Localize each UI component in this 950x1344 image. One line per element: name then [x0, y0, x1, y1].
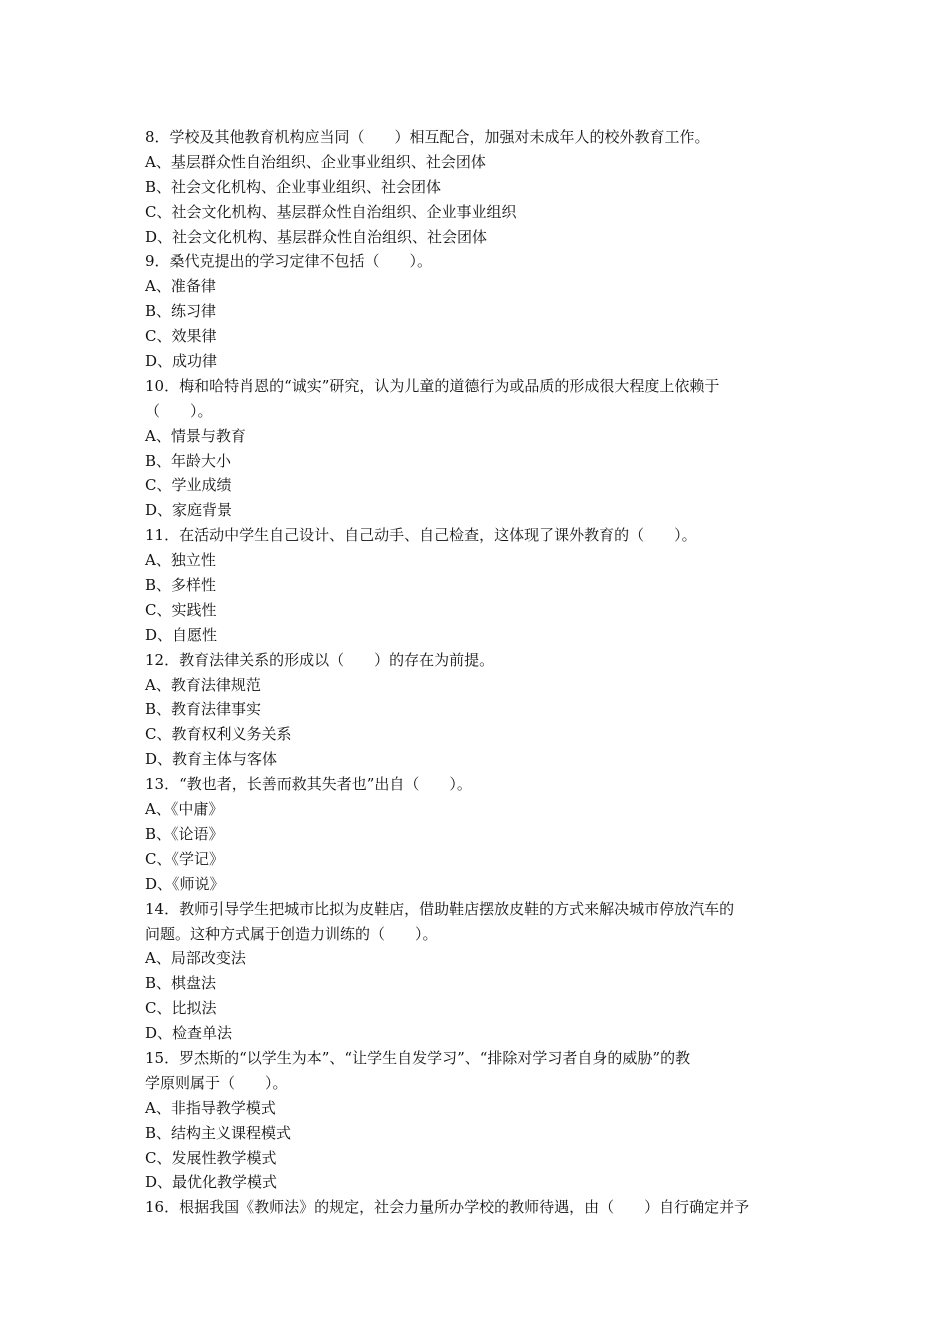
answer-option: B、教育法律事实: [145, 700, 262, 719]
question-stem-line: 14．教师引导学生把城市比拟为皮鞋店，借助鞋店摆放皮鞋的方式来解决城市停放汽车的: [145, 899, 735, 918]
answer-option: C、社会文化机构、基层群众性自治组织、企业事业组织: [145, 202, 517, 221]
answer-option: A、非指导教学模式: [145, 1098, 276, 1117]
question-stem-line: 15．罗杰斯的“以学生为本”、“让学生自发学习”、“排除对学习者自身的威胁”的教: [145, 1048, 691, 1067]
question-block: [145, 523, 810, 647]
exam-page: [145, 125, 810, 1220]
question-stem-line: 16．根据我国《教师法》的规定，社会力量所办学校的教师待遇，由（ ）自行确定并予: [145, 1198, 750, 1217]
question-block: [145, 648, 810, 772]
question-block: [145, 1046, 810, 1195]
answer-option: A、独立性: [145, 551, 216, 570]
answer-option: D、检查单法: [145, 1024, 233, 1043]
answer-option: C、学业成绩: [145, 476, 232, 495]
answer-option: A、基层群众性自治组织、企业事业组织、社会团体: [145, 152, 486, 171]
answer-option: B、棋盘法: [145, 974, 217, 993]
answer-option: C、实践性: [145, 600, 217, 619]
question-stem-line: 11．在活动中学生自己设计、自己动手、自己检查，这体现了课外教育的（ ）。: [145, 526, 697, 545]
answer-option: B、练习律: [145, 302, 217, 321]
answer-option: D、最优化教学模式: [145, 1173, 278, 1192]
question-stem-line: 10．梅和哈特肖恩的“诚实”研究，认为儿童的道德行为或品质的形成很大程度上依赖于: [145, 376, 720, 395]
question-block: [145, 1195, 810, 1220]
answer-option: C、比拟法: [145, 999, 217, 1018]
answer-option: B、社会文化机构、企业事业组织、社会团体: [145, 177, 442, 196]
answer-option: D、自愿性: [145, 625, 218, 644]
question-stem-line: 13．“教也者，长善而救其失者也”出自（ ）。: [145, 775, 472, 794]
answer-option: D、教育主体与客体: [145, 750, 278, 769]
answer-option: B、结构主义课程模式: [145, 1123, 292, 1142]
answer-option: D、成功律: [145, 352, 218, 371]
answer-option: A、局部改变法: [145, 949, 246, 968]
question-stem-line: 问题。这种方式属于创造力训练的（ ）。: [145, 924, 438, 943]
question-stem-line: 12．教育法律关系的形成以（ ）的存在为前提。: [145, 650, 495, 669]
answer-option: A、情景与教育: [145, 426, 246, 445]
question-stem-line: 9．桑代克提出的学习定律不包括（ ）。: [145, 252, 433, 271]
answer-option: B、多样性: [145, 576, 217, 595]
answer-option: D、家庭背景: [145, 501, 233, 520]
question-block: [145, 249, 810, 373]
question-block: [145, 772, 810, 896]
question-block: [145, 125, 810, 249]
question-stem-line: 8．学校及其他教育机构应当同（ ）相互配合，加强对未成年人的校外教育工作。: [145, 128, 710, 146]
question-block: [145, 897, 810, 1046]
answer-option: C、发展性教学模式: [145, 1148, 277, 1167]
answer-option: C、效果律: [145, 327, 217, 346]
answer-option: D、《师说》: [145, 874, 225, 893]
answer-option: C、《学记》: [145, 849, 224, 868]
question-block: [145, 374, 810, 523]
answer-option: A、教育法律规范: [145, 675, 261, 694]
answer-option: B、《论语》: [145, 824, 224, 843]
question-stem-line: （ ）。: [145, 401, 213, 420]
answer-option: D、社会文化机构、基层群众性自治组织、社会团体: [145, 227, 488, 246]
question-stem-line: 学原则属于（ ）。: [145, 1073, 288, 1092]
answer-option: A、《中庸》: [145, 800, 224, 819]
answer-option: B、年龄大小: [145, 451, 232, 470]
answer-option: C、教育权利义务关系: [145, 725, 292, 744]
question-list: [145, 125, 810, 1220]
answer-option: A、准备律: [145, 277, 216, 296]
